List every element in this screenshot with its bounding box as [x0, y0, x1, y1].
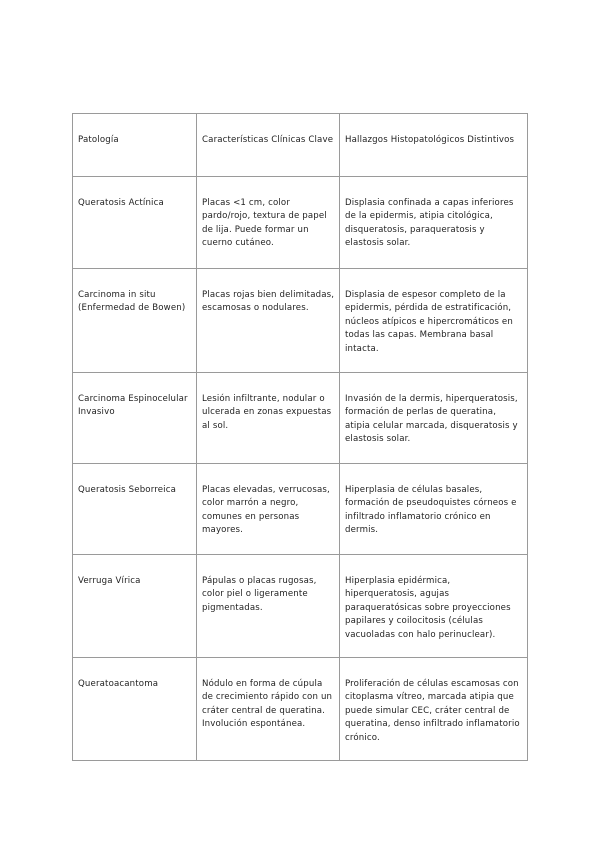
- cell-clinical: Nódulo en forma de cúpula de crecimiento rápido con un cráter central de queratina. Involución espontánea.: [197, 658, 340, 761]
- table-row: [73, 177, 528, 269]
- cell-clinical: Placas elevadas, verrucosas, color marrón a negro, comunes en personas mayores.: [197, 464, 340, 555]
- cell-histopathology: Hiperplasia epidérmica, hiperqueratosis, agujas paraqueratósicas sobre proyecciones papilares y coilocitosis (células vacuoladas con halo perinuclear).: [340, 555, 528, 658]
- cell-pathology: Carcinoma Espinocelular Invasivo: [73, 373, 197, 464]
- cell-pathology: Carcinoma in situ (Enfermedad de Bowen): [73, 269, 197, 373]
- table-header-row: [73, 114, 528, 177]
- header-histopathology: Hallazgos Histopatológicos Distintivos: [340, 114, 528, 177]
- table-row: [73, 269, 528, 373]
- cell-histopathology: Hiperplasia de células basales, formación de pseudoquistes córneos e infiltrado inflamatorio crónico en dermis.: [340, 464, 528, 555]
- cell-clinical: Lesión infiltrante, nodular o ulcerada en zonas expuestas al sol.: [197, 373, 340, 464]
- cell-pathology: Queratoacantoma: [73, 658, 197, 761]
- cell-pathology: Queratosis Seborreica: [73, 464, 197, 555]
- table-row: [73, 658, 528, 761]
- table-row: [73, 464, 528, 555]
- cell-clinical: Pápulas o placas rugosas, color piel o ligeramente pigmentadas.: [197, 555, 340, 658]
- cell-histopathology: Proliferación de células escamosas con citoplasma vítreo, marcada atipia que puede simular CEC, cráter central de queratina, denso infiltrado inflamatorio crónico.: [340, 658, 528, 761]
- cell-pathology: Verruga Vírica: [73, 555, 197, 658]
- cell-pathology: Queratosis Actínica: [73, 177, 197, 269]
- table-row: [73, 555, 528, 658]
- cell-histopathology: Displasia de espesor completo de la epidermis, pérdida de estratificación, núcleos atípicos e hipercromáticos en todas las capas. Membrana basal intacta.: [340, 269, 528, 373]
- header-clinical-features: Características Clínicas Clave: [197, 114, 340, 177]
- table-row: [73, 373, 528, 464]
- cell-clinical: Placas rojas bien delimitadas, escamosas o nodulares.: [197, 269, 340, 373]
- pathology-comparison-table: [72, 113, 528, 761]
- cell-histopathology: Invasión de la dermis, hiperqueratosis, formación de perlas de queratina, atipia celular marcada, disqueratosis y elastosis solar.: [340, 373, 528, 464]
- cell-histopathology: Displasia confinada a capas inferiores de la epidermis, atipia citológica, disqueratosis, paraqueratosis y elastosis solar.: [340, 177, 528, 269]
- header-pathology: Patología: [73, 114, 197, 177]
- cell-clinical: Placas <1 cm, color pardo/rojo, textura de papel de lija. Puede formar un cuerno cutáneo.: [197, 177, 340, 269]
